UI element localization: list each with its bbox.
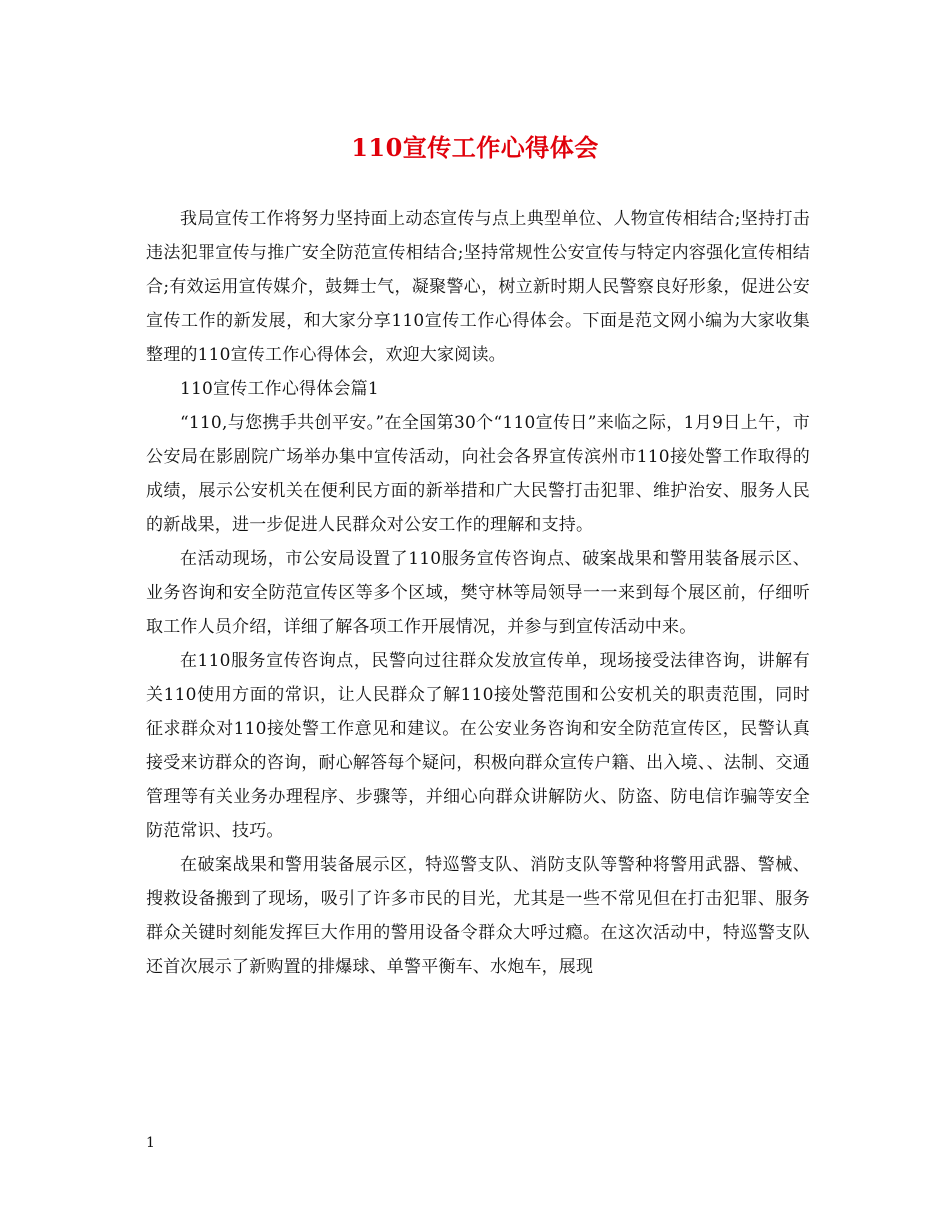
body-paragraph: “110,与您携手共创平安。”在全国第30个“110宣传日”来临之际，1月9日上午，市公安局在影剧院广场举办集中宣传活动，向社会各界宣传滨州市110接处警工作取得的成绩，展示公安机关在便利民方面的新举措和广大民警打击犯罪、维护治安、服务人民的新战果，进一步促进人民群众对公安工作的理解和支持。 (146, 413, 810, 535)
document-body (146, 202, 810, 984)
body-paragraph: 在110服务宣传咨询点，民警向过往群众发放宣传单，现场接受法律咨询，讲解有关110使用方面的常识，让人民群众了解110接处警范围和公安机关的职责范围，同时征求群众对110接处警工作意见和建议。在公安业务咨询和安全防范宣传区，民警认真接受来访群众的咨询，耐心解答每个疑问，积极向群众宣传户籍、出入境、、法制、交通管理等有关业务办理程序、步骤等，并细心向群众讲解防火、防盗、防电信诈骗等安全防范常识、技巧。 (146, 651, 810, 841)
intro-paragraph: 我局宣传工作将努力坚持面上动态宣传与点上典型单位、人物宣传相结合;坚持打击违法犯罪宣传与推广安全防范宣传相结合;坚持常规性公安宣传与特定内容强化宣传相结合;有效运用宣传媒介，鼓舞士气，凝聚警心，树立新时期人民警察良好形象，促进公安宣传工作的新发展，和大家分享110宣传工作心得体会。下面是范文网小编为大家收集整理的110宣传工作心得体会，欢迎大家阅读。 (146, 209, 810, 365)
page-number: 1 (146, 1135, 155, 1151)
body-paragraph: 在破案战果和警用装备展示区，特巡警支队、消防支队等警种将警用武器、警械、搜救设备搬到了现场，吸引了许多市民的目光，尤其是一些不常见但在打击犯罪、服务群众关键时刻能发挥巨大作用的警用设备令群众大呼过瘾。在这次活动中，特巡警支队还首次展示了新购置的排爆球、单警平衡车、水炮车，展现 (146, 855, 810, 977)
section-heading: 110宣传工作心得体会篇1 (180, 379, 379, 399)
body-paragraph: 在活动现场，市公安局设置了110服务宣传咨询点、破案战果和警用装备展示区、业务咨询和安全防范宣传区等多个区域，樊守林等局领导一一来到每个展区前，仔细听取工作人员介绍，详细了解各项工作开展情况，并参与到宣传活动中来。 (146, 549, 810, 637)
document-title: 110宣传工作心得体会 (351, 133, 599, 162)
